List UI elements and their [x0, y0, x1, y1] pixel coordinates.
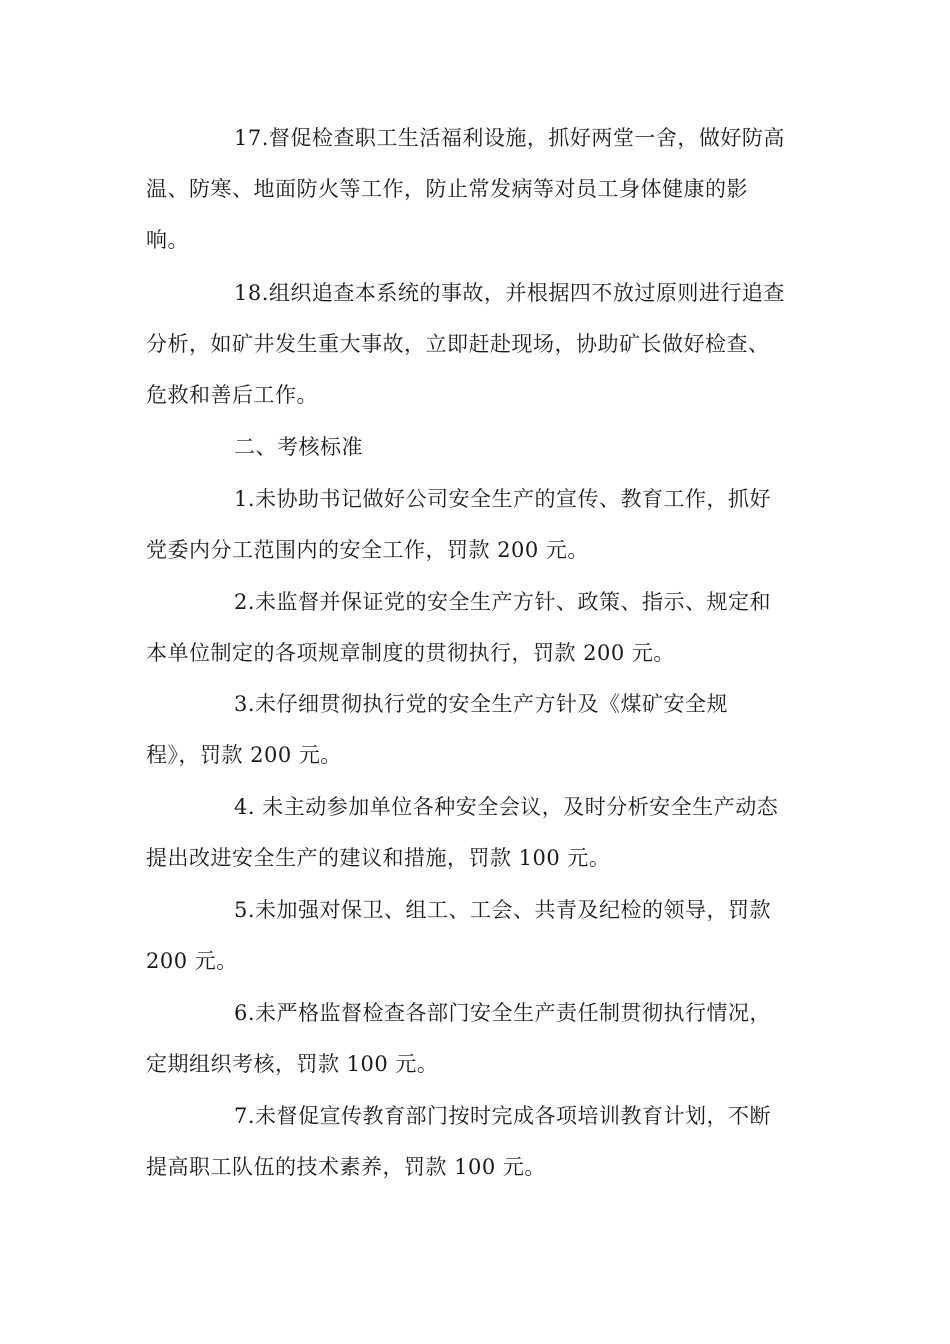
text-line: 200 元。: [146, 949, 238, 973]
text-line: 4. 未主动参加单位各种安全会议，及时分析安全生产动态: [234, 795, 779, 819]
text-line: 18.组织追查本系统的事故，并根据四不放过原则进行追查: [234, 281, 785, 305]
section-heading: 二、考核标准: [234, 435, 363, 459]
text-line: 17.督促检查职工生活福利设施，抓好两堂一舍，做好防高: [234, 126, 785, 150]
text-line: 提高职工队伍的技术素养，罚款 100 元。: [146, 1155, 546, 1179]
text-line: 温、防寒、地面防火等工作，防止常发病等对员工身体健康的影: [146, 177, 748, 201]
text-line: 2.未监督并保证党的安全生产方针、政策、指示、规定和: [234, 590, 772, 614]
text-line: 6.未严格监督检查各部门安全生产责任制贯彻执行情况，: [234, 1001, 772, 1025]
text-line: 3.未仔细贯彻执行党的安全生产方针及《煤矿安全规: [234, 692, 729, 716]
text-line: 危救和善后工作。: [146, 383, 318, 407]
text-line: 提出改进安全生产的建议和措施，罚款 100 元。: [146, 846, 611, 870]
text-line: 本单位制定的各项规章制度的贯彻执行，罚款 200 元。: [146, 641, 675, 665]
text-line: 党委内分工范围内的安全工作，罚款 200 元。: [146, 538, 589, 562]
text-line: 分析，如矿井发生重大事故，立即赶赴现场，协助矿长做好检查、: [146, 332, 770, 356]
text-line: 响。: [146, 228, 189, 252]
text-line: 7.未督促宣传教育部门按时完成各项培训教育计划，不断: [234, 1104, 772, 1128]
text-line: 5.未加强对保卫、组工、工会、共青及纪检的领导，罚款: [234, 898, 772, 922]
text-line: 1.未协助书记做好公司安全生产的宣传、教育工作，抓好: [234, 487, 772, 511]
text-line: 程》，罚款 200 元。: [146, 743, 342, 767]
text-line: 定期组织考核，罚款 100 元。: [146, 1052, 439, 1076]
